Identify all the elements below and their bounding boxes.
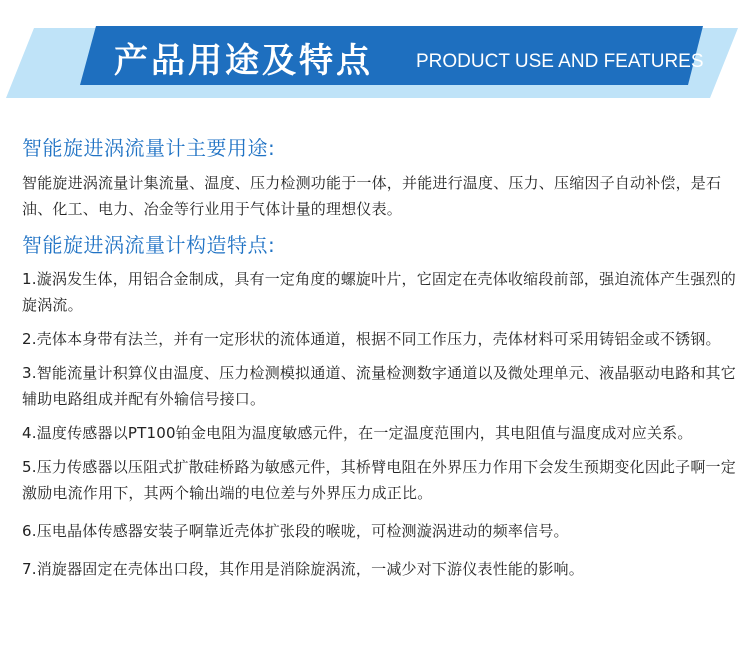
feature-item-6: 6.压电晶体传感器安装子啊靠近壳体扩张段的喉咙，可检测漩涡进动的频率信号。 bbox=[22, 522, 569, 540]
use-heading: 智能旋进涡流量计主要用途: bbox=[22, 136, 276, 160]
section-banner bbox=[0, 0, 750, 110]
feature-item-1: 1.漩涡发生体，用铝合金制成，具有一定角度的螺旋叶片，它固定在壳体收缩段前部，强迫流体产生强烈的旋涡流。 bbox=[22, 270, 736, 314]
feature-item-5: 5.压力传感器以压阻式扩散硅桥路为敏感元件，其桥臂电阻在外界压力作用下会发生预期变化因此子啊一定激励电流作用下，其两个输出端的电位差与外界压力成正比。 bbox=[22, 458, 736, 502]
features-heading: 智能旋进涡流量计构造特点: bbox=[22, 233, 276, 257]
use-paragraph: 智能旋进涡流量计集流量、温度、压力检测功能于一体，并能进行温度、压力、压缩因子自动补偿，是石油、化工、电力、冶金等行业用于气体计量的理想仪表。 bbox=[22, 174, 722, 218]
content-area bbox=[22, 133, 736, 582]
feature-item-7: 7.消旋器固定在壳体出口段，其作用是消除旋涡流，一减少对下游仪表性能的影响。 bbox=[22, 560, 584, 578]
banner-title-en: PRODUCT USE AND FEATURES bbox=[416, 51, 704, 72]
feature-item-4: 4.温度传感器以PT100铂金电阻为温度敏感元件，在一定温度范围内，其电阻值与温度成对应关系。 bbox=[22, 424, 693, 442]
banner-title-zh: 产品用途及特点 bbox=[114, 41, 373, 81]
feature-item-2: 2.壳体本身带有法兰，并有一定形状的流体通道，根据不同工作压力，壳体材料可采用铸铝金或不锈钢。 bbox=[22, 330, 721, 348]
feature-item-3: 3.智能流量计积算仪由温度、压力检测模拟通道、流量检测数字通道以及微处理单元、液晶驱动电路和其它辅助电路组成并配有外输信号接口。 bbox=[22, 364, 736, 408]
